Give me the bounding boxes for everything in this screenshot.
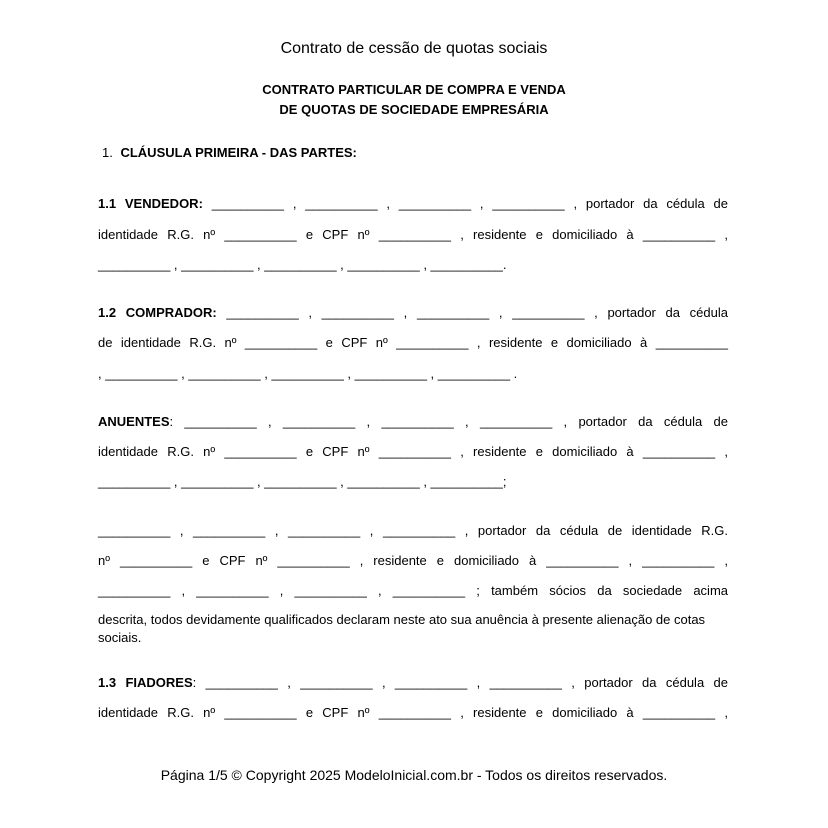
anuentes-line-1: [98, 414, 728, 430]
fiadores-label: 1.3 FIADORES: [98, 675, 193, 690]
comprador-line-1: [98, 305, 728, 321]
anuentes-line-3: __________ , __________ , __________ , __________ , __________;: [98, 474, 507, 489]
anuentes-line-6: __________ , __________ , __________ , __________ ; também sócios da sociedade acima: [98, 583, 728, 598]
anuentes-line-7: descrita, todos devidamente qualificados declaram neste ato sua anuência à presente alienação de cotas sociais.: [98, 612, 706, 645]
comprador-line-1-text: __________ , __________ , __________ , __________ , portador da cédula: [216, 305, 728, 320]
page-footer: Página 1/5 © Copyright 2025 ModeloInicial.com.br - Todos os direitos reservados.: [160, 767, 668, 783]
document-title: Contrato de cessão de quotas sociais: [280, 40, 548, 57]
vendedor-line-1: [98, 196, 728, 212]
fiadores-line-1: [98, 675, 728, 691]
fiadores-line-2: identidade R.G. nº __________ e CPF nº __________ , residente e domiciliado à __________ ,: [98, 705, 728, 720]
anuentes-line-5: nº __________ e CPF nº __________ , residente e domiciliado à __________ , __________ ,: [98, 553, 728, 568]
contract-heading: [0, 80, 828, 120]
vendedor-line-2: identidade R.G. nº __________ e CPF nº __________ , residente e domiciliado à __________ ,: [98, 227, 728, 242]
comprador-label: 1.2 COMPRADOR:: [98, 305, 217, 320]
clause-heading: [102, 145, 357, 160]
vendedor-line-3: __________ , __________ , __________ , __________ , __________.: [98, 257, 507, 272]
anuentes-line-4: __________ , __________ , __________ , __________ , portador da cédula de identidade R.G.: [98, 523, 728, 538]
vendedor-line-1-text: __________ , __________ , __________ , __________ , portador da cédula de: [202, 196, 728, 211]
vendedor-label: 1.1 VENDEDOR:: [98, 196, 203, 211]
contract-heading-line-1: CONTRATO PARTICULAR DE COMPRA E VENDA: [262, 82, 566, 97]
anuentes-line-1-text: : __________ , __________ , __________ , __________ , portador da cédula de: [169, 414, 728, 429]
comprador-line-3: , __________ , __________ , __________ , __________ , __________ .: [98, 366, 518, 381]
contract-heading-line-2: DE QUOTAS DE SOCIEDADE EMPRESÁRIA: [279, 102, 549, 117]
comprador-line-2: de identidade R.G. nº __________ e CPF nº __________ , residente e domiciliado à __________: [98, 335, 728, 350]
anuentes-line-2: identidade R.G. nº __________ e CPF nº __________ , residente e domiciliado à __________ ,: [98, 444, 728, 459]
anuentes-label: ANUENTES: [98, 414, 170, 429]
clause-number: 1.: [102, 145, 113, 160]
clause-title: CLÁUSULA PRIMEIRA - DAS PARTES:: [120, 145, 357, 160]
fiadores-line-1-text: : __________ , __________ , __________ , __________ , portador da cédula de: [192, 675, 729, 690]
